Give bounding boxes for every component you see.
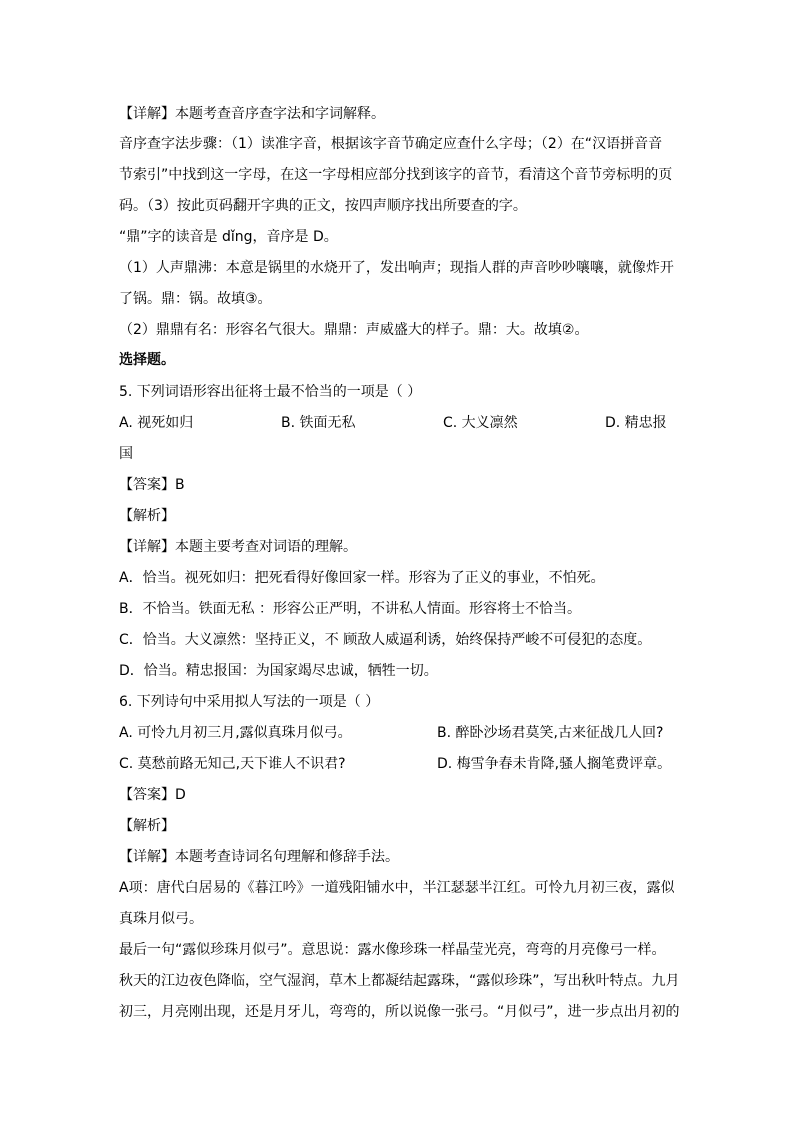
answer-q5: 【答案】B [119, 477, 185, 493]
text-line: （2）鼎鼎有名：形容名气很大。鼎鼎：声威盛大的样子。鼎：大。故填②。 [119, 322, 589, 338]
text-line: 国 [119, 446, 133, 462]
text-line: 初三，月亮刚出现，还是月牙儿，弯弯的，所以说像一张弓。“月似弓”，进一步点出月初的 [119, 1004, 680, 1020]
q6-option-d: D. 梅雪争春未肯降,骚人搁笔费评章。 [437, 756, 672, 772]
text-line: 最后一句“露似珍珠月似弓”。意思说：露水像珍珠一样晶莹光亮，弯弯的月亮像弓一样。 [119, 942, 666, 958]
q5-option-b: B. 铁面无私 [281, 415, 356, 431]
text-line: 音序查字法步骤：（1）读准字音，根据该字音节确定应查什么字母；（2）在“汉语拼音音 [119, 136, 663, 152]
text-line: “鼎”字的读音是 dǐng，音序是 D。 [119, 229, 338, 245]
text-line: D．恰当。精忠报国：为国家竭尽忠诚，牺牲一切。 [119, 663, 438, 679]
text-line: A．恰当。视死如归：把死看得好像回家一样。形容为了正义的事业，不怕死。 [119, 570, 605, 586]
text-line: 码。（3）按此页码翻开字典的正文，按四声顺序找出所要查的字。 [119, 198, 527, 214]
question-6: 6. 下列诗句中采用拟人写法的一项是（ ） [119, 694, 380, 710]
answer-q6: 【答案】D [119, 787, 186, 803]
q6-option-b: B. 醉卧沙场君莫笑,古来征战几人回? [437, 725, 664, 741]
q5-option-c: C. 大义凛然 [443, 415, 518, 431]
analysis-heading: 【解析】 [119, 508, 175, 524]
text-line: C．恰当。大义凛然：坚持正义，不 顾敌人威逼利诱，始终保持严峻不可侵犯的态度。 [119, 632, 652, 648]
q6-option-a: A. 可怜九月初三月,露似真珠月似弓。 [119, 725, 352, 741]
q6-option-c: C. 莫愁前路无知己,天下谁人不识君? [119, 756, 346, 772]
detail-heading-q5: 【详解】本题主要考查对词语的理解。 [119, 539, 357, 555]
text-line: A项：唐代白居易的《暮江吟》一道残阳铺水中，半江瑟瑟半江红。可怜九月初三夜，露似 [119, 880, 675, 896]
question-5: 5. 下列词语形容出征将士最不恰当的一项是（ ） [119, 384, 422, 400]
text-line: B．不恰当。铁面无私 ：形容公正严明，不讲私人情面。形容将士不恰当。 [119, 601, 582, 617]
section-heading: 选择题。 [119, 352, 175, 368]
analysis-heading: 【解析】 [119, 818, 175, 834]
detail-heading-q4: 【详解】本题考查音序查字法和字词解释。 [119, 106, 385, 122]
text-line: （1）人声鼎沸：本意是锅里的水烧开了，发出响声；现指人群的声音吵吵嚷嚷，就像炸开 [119, 260, 674, 276]
text-line: 秋天的江边夜色降临，空气湿润，草木上都凝结起露珠，“露似珍珠”，写出秋叶特点。九月 [119, 973, 680, 989]
text-line: 节索引”中找到这一字母，在这一字母相应部分找到该字的音节，看清这个音节旁标明的页 [119, 167, 673, 183]
text-line: 了锅。鼎：锅。故填③。 [119, 291, 272, 307]
detail-heading-q6: 【详解】本题考查诗词名句理解和修辞手法。 [119, 849, 399, 865]
text-line: 真珠月似弓。 [119, 911, 203, 927]
q5-option-d: D. 精忠报 [605, 415, 667, 431]
q5-option-a: A. 视死如归 [119, 415, 194, 431]
